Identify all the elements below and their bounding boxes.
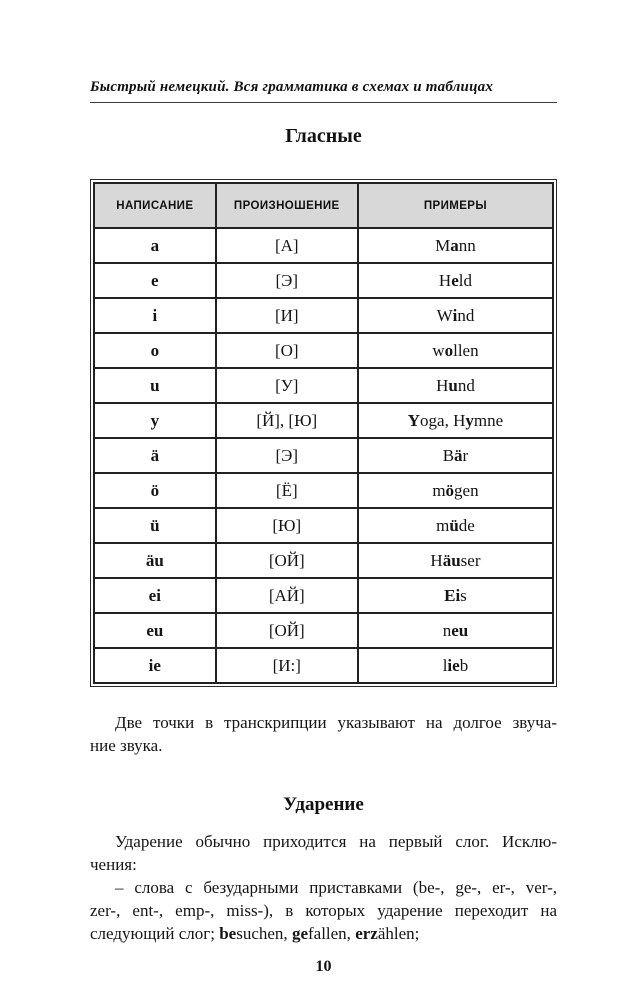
text-segment: m — [436, 515, 450, 535]
cell-spelling: y — [94, 403, 216, 438]
text-segment: ählen; — [377, 924, 420, 943]
cell-example — [358, 263, 553, 298]
cell-spelling: e — [94, 263, 216, 298]
cell-example — [358, 473, 553, 508]
vowel-row — [94, 648, 553, 683]
bold-text-segment: Ei — [444, 585, 461, 605]
page-number: 10 — [315, 958, 332, 975]
section-title-stress: Ударение — [283, 794, 364, 815]
vowels-table-header-row — [94, 183, 553, 228]
column-header-examples: ПРИМЕРЫ — [358, 183, 553, 228]
bold-text-segment: u — [448, 375, 458, 395]
cell-pronunciation: [Ю] — [216, 508, 358, 543]
text-line — [90, 853, 557, 876]
bold-text-segment: eu — [451, 620, 469, 640]
vowel-row — [94, 508, 553, 543]
cell-example — [358, 648, 553, 683]
cell-spelling: a — [94, 228, 216, 263]
bold-text-segment: e — [451, 270, 459, 290]
cell-spelling: ä — [94, 438, 216, 473]
text-segment: W — [436, 305, 453, 325]
text-segment: nd — [457, 375, 475, 395]
text-segment: fallen, — [307, 924, 356, 943]
text-segment: следующий слог; — [90, 924, 220, 943]
cell-pronunciation: [О] — [216, 333, 358, 368]
vowels-table-body — [94, 228, 553, 683]
text-line — [90, 711, 557, 734]
bold-text-segment: y — [465, 410, 474, 430]
cell-pronunciation: [А] — [216, 228, 358, 263]
text-segment: B — [442, 445, 455, 465]
text-segment: r — [462, 445, 469, 465]
cell-pronunciation: [Э] — [216, 263, 358, 298]
text-segment: – слова с безударными приставками (be-, ge-, er-, ver-, — [115, 878, 557, 897]
header-rule — [90, 102, 557, 103]
text-segment: nn — [458, 235, 476, 255]
text-segment: ld — [458, 270, 472, 290]
bold-text-segment: ä — [454, 445, 463, 465]
vowel-row — [94, 403, 553, 438]
cell-spelling: i — [94, 298, 216, 333]
cell-pronunciation: [И:] — [216, 648, 358, 683]
text-segment: llen — [453, 340, 479, 360]
text-segment: suchen, — [236, 924, 292, 943]
text-segment: M — [435, 235, 451, 255]
cell-pronunciation: [И] — [216, 298, 358, 333]
cell-example — [358, 228, 553, 263]
text-line — [90, 734, 557, 757]
text-segment: mne — [473, 410, 504, 430]
cell-pronunciation: [ОЙ] — [216, 613, 358, 648]
cell-spelling: ie — [94, 648, 216, 683]
bold-text-segment: i — [452, 305, 458, 325]
text-segment: s — [460, 585, 467, 605]
bold-text-segment: ö — [445, 480, 455, 500]
text-segment: nd — [457, 305, 475, 325]
vowel-row — [94, 263, 553, 298]
text-segment: zer-, ent-, emp-, miss-), в которых ударение переходит на — [90, 901, 557, 920]
cell-spelling: eu — [94, 613, 216, 648]
cell-spelling: o — [94, 333, 216, 368]
cell-example — [358, 613, 553, 648]
cell-example — [358, 543, 553, 578]
page-title-vowels: Гласные — [285, 125, 362, 147]
cell-example — [358, 578, 553, 613]
text-segment: ser — [460, 550, 481, 570]
text-segment: Две точки в транскрипции указывают на долгое звуча- — [115, 713, 557, 732]
stress-paragraph — [90, 830, 557, 945]
bold-text-segment: be — [219, 924, 237, 943]
vowels-table — [93, 182, 554, 684]
text-segment: ние звука. — [90, 736, 163, 755]
text-segment: n — [442, 620, 452, 640]
text-line — [90, 830, 557, 853]
text-segment: m — [432, 480, 446, 500]
cell-example — [358, 368, 553, 403]
text-segment: de — [458, 515, 475, 535]
cell-pronunciation: [У] — [216, 368, 358, 403]
cell-example — [358, 403, 553, 438]
cell-spelling: u — [94, 368, 216, 403]
text-segment: Ударение обычно приходится на первый слог. Исклю- — [115, 832, 557, 851]
text-segment: w — [432, 340, 445, 360]
column-header-spelling: НАПИСАНИЕ — [94, 183, 216, 228]
bold-text-segment: erz — [355, 924, 378, 943]
bold-text-segment: ie — [447, 655, 460, 675]
cell-spelling: ü — [94, 508, 216, 543]
cell-pronunciation: [Э] — [216, 438, 358, 473]
cell-pronunciation: [ОЙ] — [216, 543, 358, 578]
running-head: Быстрый немецкий. Вся грамматика в схемах и таблицах — [90, 79, 494, 95]
vowel-row — [94, 228, 553, 263]
cell-example — [358, 508, 553, 543]
vowel-row — [94, 368, 553, 403]
bold-text-segment: a — [450, 235, 459, 255]
text-line — [90, 876, 557, 899]
bold-text-segment: ü — [449, 515, 459, 535]
vowel-row — [94, 298, 553, 333]
vowel-row — [94, 333, 553, 368]
text-segment: H — [430, 550, 443, 570]
bold-text-segment: o — [444, 340, 454, 360]
content-column — [90, 0, 557, 976]
vowel-row — [94, 613, 553, 648]
text-segment: l — [442, 655, 448, 675]
column-header-pronunciation: ПРОИЗНОШЕНИЕ — [216, 183, 358, 228]
cell-pronunciation: [Ё] — [216, 473, 358, 508]
cell-pronunciation: [Й], [Ю] — [216, 403, 358, 438]
vowel-row — [94, 578, 553, 613]
text-segment: oga, H — [420, 410, 466, 430]
text-segment: gen — [454, 480, 479, 500]
cell-example — [358, 438, 553, 473]
vowel-row — [94, 473, 553, 508]
cell-example — [358, 333, 553, 368]
note-paragraph — [90, 711, 557, 757]
cell-spelling: äu — [94, 543, 216, 578]
text-segment: H — [438, 270, 452, 290]
cell-example — [358, 298, 553, 333]
vowels-table-frame — [90, 179, 557, 687]
cell-pronunciation: [АЙ] — [216, 578, 358, 613]
bold-text-segment: äu — [442, 550, 461, 570]
vowel-row — [94, 438, 553, 473]
vowel-row — [94, 543, 553, 578]
bold-text-segment: ge — [291, 924, 308, 943]
text-line — [90, 899, 557, 922]
cell-spelling: ö — [94, 473, 216, 508]
text-segment: чения: — [90, 855, 137, 874]
cell-spelling: ei — [94, 578, 216, 613]
text-line — [90, 922, 557, 945]
text-segment: b — [459, 655, 469, 675]
text-segment: H — [436, 375, 449, 395]
bold-text-segment: Y — [407, 410, 421, 430]
